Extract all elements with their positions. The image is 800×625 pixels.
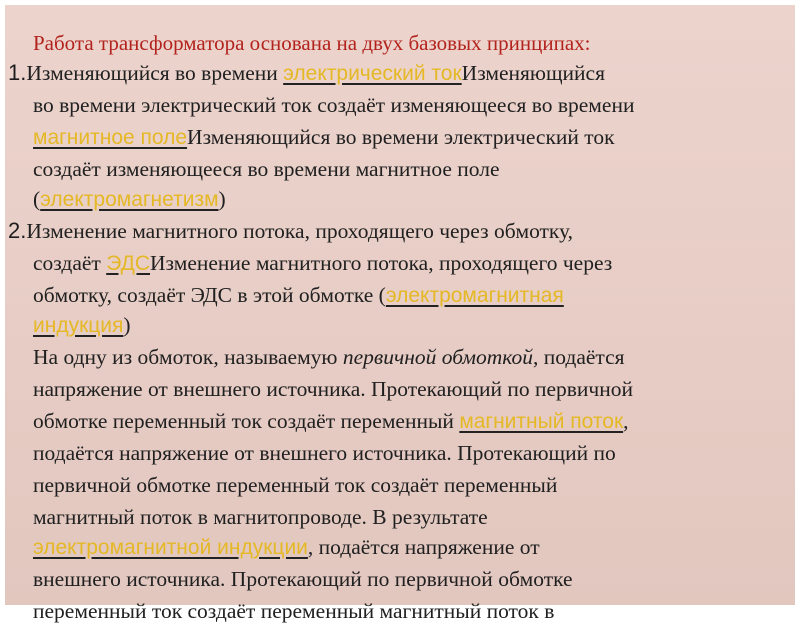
text-fragment: переменный ток создаёт переменный магнитный поток в — [33, 599, 555, 623]
paragraph-line-5 — [33, 471, 557, 499]
list-item-1-line-1 — [8, 59, 605, 88]
text-fragment: , подаётся — [533, 345, 625, 369]
list-item-1-line-5 — [33, 185, 226, 214]
text-fragment: Изменяющийся во времени электрический ток — [187, 125, 615, 149]
emphasis-primary-winding: первичной обмоткой — [342, 345, 533, 369]
slide — [5, 5, 795, 623]
paragraph-line-3 — [33, 407, 629, 436]
text-fragment: создаёт изменяющееся во времени магнитное поле — [33, 157, 500, 181]
link-electromagnetic-induction-cont[interactable]: индукция — [33, 314, 124, 337]
text-fragment: , — [623, 409, 629, 433]
link-emf[interactable]: ЭДС — [106, 252, 150, 275]
link-magnetic-field[interactable]: магнитное поле — [33, 126, 188, 149]
text-fragment: ) — [218, 187, 226, 211]
paragraph-line-8 — [33, 565, 573, 593]
list-item-1-line-3 — [33, 123, 615, 152]
list-number-1: 1. — [8, 60, 27, 85]
paragraph-line-1 — [33, 343, 625, 371]
list-item-1-line-4 — [33, 155, 500, 183]
text-fragment: Изменяющийся во времени — [26, 61, 284, 85]
link-electromagnetic-induction[interactable]: электромагнитная — [385, 284, 564, 307]
text-fragment: ( — [33, 187, 41, 211]
paragraph-line-6 — [33, 503, 488, 531]
list-item-2-line-4 — [33, 311, 131, 340]
list-item-2-line-2 — [33, 249, 612, 278]
text-fragment: Изменяющийся — [461, 61, 605, 85]
text-fragment: обмотке переменный ток создаёт переменный — [33, 409, 460, 433]
link-electromagnetism[interactable]: электромагнетизм — [40, 188, 219, 211]
text-fragment: Изменение магнитного потока, проходящего через — [150, 251, 613, 275]
text-fragment: создаёт — [33, 251, 107, 275]
intro-heading — [33, 29, 591, 57]
link-magnetic-flux[interactable]: магнитный поток — [459, 410, 624, 433]
text-fragment: подаётся напряжение от внешнего источника. Протекающий по — [33, 441, 616, 465]
list-item-2-line-1 — [8, 217, 573, 245]
list-item-1-line-2 — [33, 91, 634, 119]
text-fragment: , подаётся напряжение от — [307, 535, 540, 559]
text-fragment: магнитный поток в магнитопроводе. В результате — [33, 505, 488, 529]
link-electromagnetic-induction-2[interactable]: электромагнитной индукции — [33, 536, 308, 559]
paragraph-line-4 — [33, 439, 616, 467]
text-fragment: напряжение от внешнего источника. Протекающий по первичной — [33, 377, 634, 401]
text-fragment: ) — [123, 313, 131, 337]
link-electric-current[interactable]: электрический ток — [283, 62, 462, 85]
text-fragment: Изменение магнитного потока, проходящего через обмотку, — [26, 219, 574, 243]
intro-text: Работа трансформатора основана на двух базовых принципах: — [33, 31, 591, 55]
paragraph-line-2 — [33, 375, 633, 403]
list-number-2: 2. — [8, 218, 27, 243]
text-fragment: обмотку, создаёт ЭДС в этой обмотке ( — [33, 283, 386, 307]
text-fragment: первичной обмотке переменный ток создаёт переменный — [33, 473, 558, 497]
text-fragment: На одну из обмоток, называемую — [33, 345, 343, 369]
paragraph-line-7 — [33, 533, 540, 562]
list-item-2-line-3 — [33, 281, 564, 310]
text-fragment: во времени электрический ток создаёт изменяющееся во времени — [33, 93, 635, 117]
paragraph-line-9 — [33, 597, 554, 625]
text-fragment: внешнего источника. Протекающий по первичной обмотке — [33, 567, 573, 591]
